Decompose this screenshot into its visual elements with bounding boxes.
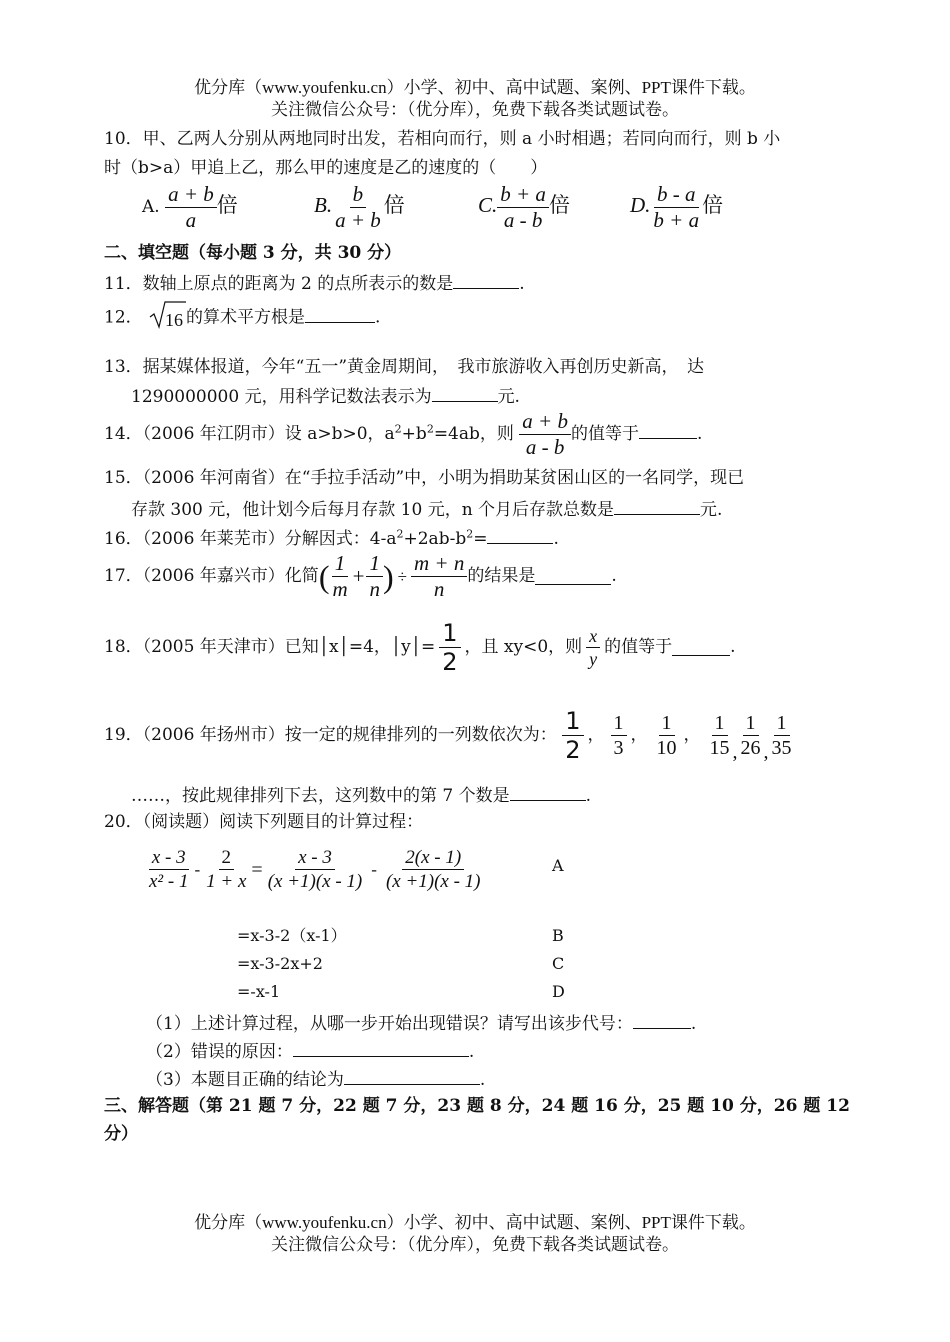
fraction: $\frac{1}{2}$ — [439, 621, 460, 674]
q19-line-2: ……，按此规律排列下去，这列数中的第 7 个数是 . — [131, 786, 592, 806]
option-label: D. — [630, 193, 651, 217]
fraction: $\frac{x - 3}{(x +1)(x - 1)}$ — [267, 847, 363, 892]
q13-line-2: 1290000000 元，用科学记数法表示为 元. — [131, 387, 520, 407]
q20-sub-3: （3）本题目正确的结论为 . — [146, 1070, 486, 1090]
q10-option-b[interactable] — [314, 184, 405, 231]
option-fraction: $\frac{b - a}{b + a}$ — [653, 182, 700, 232]
fraction: $\frac{2}{1 + x}$ — [206, 847, 247, 892]
option-label: C. — [478, 193, 498, 217]
answer-blank[interactable] — [639, 423, 697, 439]
step-b-expr: =x-3-2（x-1） — [237, 926, 347, 945]
q19: 19．（2006 年扬州市）按一定的规律排列的一列数依次为： $\frac{1}{2}$ ， $\frac{1}{3}$ ， $\frac{1}{10}$ ， $\frac{1}{15}$ , $\frac{1}{26}$ , $\frac{1}{35}$ — [104, 709, 795, 762]
answer-blank[interactable] — [453, 273, 519, 289]
answer-blank[interactable] — [672, 640, 730, 656]
sequence-term: $\frac{1}{26}$ — [740, 712, 761, 759]
q10-option-c[interactable] — [478, 184, 570, 231]
q14: 14．（2006 年江阴市）设 a>b>0，$a^2+b^2=4ab$，则 $\frac{a + b}{a - b}$ 的值等于 . — [104, 409, 703, 459]
option-unit: 倍 — [548, 193, 570, 217]
answer-blank[interactable] — [293, 1041, 469, 1057]
fraction: $\frac{1}{n}$ — [366, 553, 383, 600]
answer-blank[interactable] — [305, 307, 375, 323]
option-label: A. — [142, 197, 160, 217]
step-label-b: B — [552, 926, 564, 945]
q20-title: 20．（阅读题）阅读下列题目的计算过程： — [104, 812, 424, 832]
fraction: $\frac{1}{m}$ — [332, 551, 348, 601]
footer-line-2: 关注微信公众号：（优分库），免费下载各类试题试卷。 — [271, 1235, 679, 1254]
q20-sub-2: （2）错误的原因： . — [146, 1042, 475, 1062]
step-label-a: A — [552, 856, 564, 875]
option-unit: 倍 — [216, 193, 238, 217]
step-label-d: D — [552, 982, 565, 1001]
q15-line-1: 15．（2006 年河南省）在“手拉手活动”中，小明为捐助某贫困山区的一名同学，现已 — [104, 468, 745, 488]
step-label-c: C — [552, 954, 565, 973]
option-fraction: $\frac{a + b}{a}$ — [165, 184, 217, 231]
q17: 17．（2006 年嘉兴市）化简( $\frac{1}{m}$ + $\frac{1}{n}$ ) ÷ $\frac{m + n}{n}$ 的结果是 . — [104, 551, 617, 601]
q10-option-d[interactable] — [630, 184, 723, 231]
answer-blank[interactable] — [510, 785, 586, 801]
q20-expression: $\frac{x - 3}{\text{x² - 1}}$ - $\frac{2}{1 + x}$ = $\frac{x - 3}{(x +1)(x - 1)}$ - $\frac{2(x - 1)}{(x +1)(x - 1)}$ — [146, 848, 484, 891]
header-line-2: 关注微信公众号：（优分库），免费下载各类试题试卷。 — [271, 100, 679, 119]
sequence-term: $\frac{1}{15}$ — [709, 712, 730, 759]
sequence-term: $\frac{1}{2}$ — [562, 709, 583, 762]
fraction: $\frac{x - 3}{\text{x² - 1}}$ — [149, 847, 189, 892]
q16: 16．（2006 年莱芜市）分解因式：$4-a^2+2ab-b^2=$ . — [104, 527, 559, 549]
option-label: B. — [314, 193, 333, 217]
answer-blank[interactable] — [535, 569, 611, 585]
sequence-term: $\frac{1}{3}$ — [611, 713, 627, 758]
option-unit: 倍 — [702, 193, 724, 217]
step-c-expr: =x-3-2x+2 — [237, 954, 323, 973]
fraction: $\frac{m + n}{n}$ — [411, 553, 467, 600]
q10-line-2: 时（b>a）甲追上乙，那么甲的速度是乙的速度的（ ） — [104, 158, 548, 178]
q20-sub-1: （1）上述计算过程，从哪一步开始出现错误？请写出该步代号： . — [146, 1014, 697, 1034]
q10-option-a[interactable] — [142, 184, 238, 231]
sqrt-symbol: 16 — [148, 303, 186, 333]
section-3-title-line-1: 三、解答题（第 21 题 7 分，22 题 7 分，23 题 8 分，24 题 16 分，25 题 10 分，26 题 12 — [104, 1096, 850, 1116]
footer-line-1: 优分库（www.youfenku.cn）小学、初中、高中试题、案例、PPT课件下载。 — [194, 1213, 756, 1232]
q11: 11．数轴上原点的距离为 2 的点所表示的数是 . — [104, 274, 525, 294]
fraction: $\frac{2(x - 1)}{(x +1)(x - 1)}$ — [385, 847, 481, 892]
answer-blank[interactable] — [344, 1069, 480, 1085]
option-unit: 倍 — [383, 193, 405, 217]
header-line-1: 优分库（www.youfenku.cn）小学、初中、高中试题、案例、PPT课件下载。 — [194, 78, 756, 97]
answer-blank[interactable] — [633, 1013, 691, 1029]
q15-line-2: 存款 300 元，他计划今后每月存款 10 元，n 个月后存款总数是 元. — [131, 500, 723, 520]
q12: 12． 16 的算术平方根是 . — [104, 303, 380, 333]
answer-blank[interactable] — [432, 386, 498, 402]
q18: 18．（2005 年天津市）已知│x│=4，│y│= $\frac{1}{2}$ ，且 xy<0，则 $\frac{x}{y}$ 的值等于 . — [104, 619, 736, 676]
option-fraction: $\frac{b + a}{a - b}$ — [497, 184, 549, 231]
fraction: $\frac{a + b}{a - b}$ — [519, 411, 571, 458]
section-2-title: 二、填空题（每小题 3 分，共 30 分） — [104, 243, 402, 263]
answer-blank[interactable] — [614, 499, 700, 515]
sequence-term: $\frac{1}{35}$ — [771, 712, 792, 759]
fraction: $\frac{x}{y}$ — [586, 627, 600, 668]
step-d-expr: =-x-1 — [237, 982, 281, 1001]
q13-line-1: 13．据某媒体报道，今年“五一”黄金周期间， 我市旅游收入再创历史新高， 达 — [104, 357, 705, 377]
q10-line-1: 10．甲、乙两人分别从两地同时出发，若相向而行，则 a 小时相遇；若同向而行，则 b 小 — [104, 129, 781, 149]
answer-blank[interactable] — [487, 528, 553, 544]
sequence-term: $\frac{1}{10}$ — [656, 712, 677, 759]
section-3-title-line-2: 分） — [104, 1124, 138, 1144]
option-fraction: $\frac{b}{a + b}$ — [335, 182, 381, 232]
